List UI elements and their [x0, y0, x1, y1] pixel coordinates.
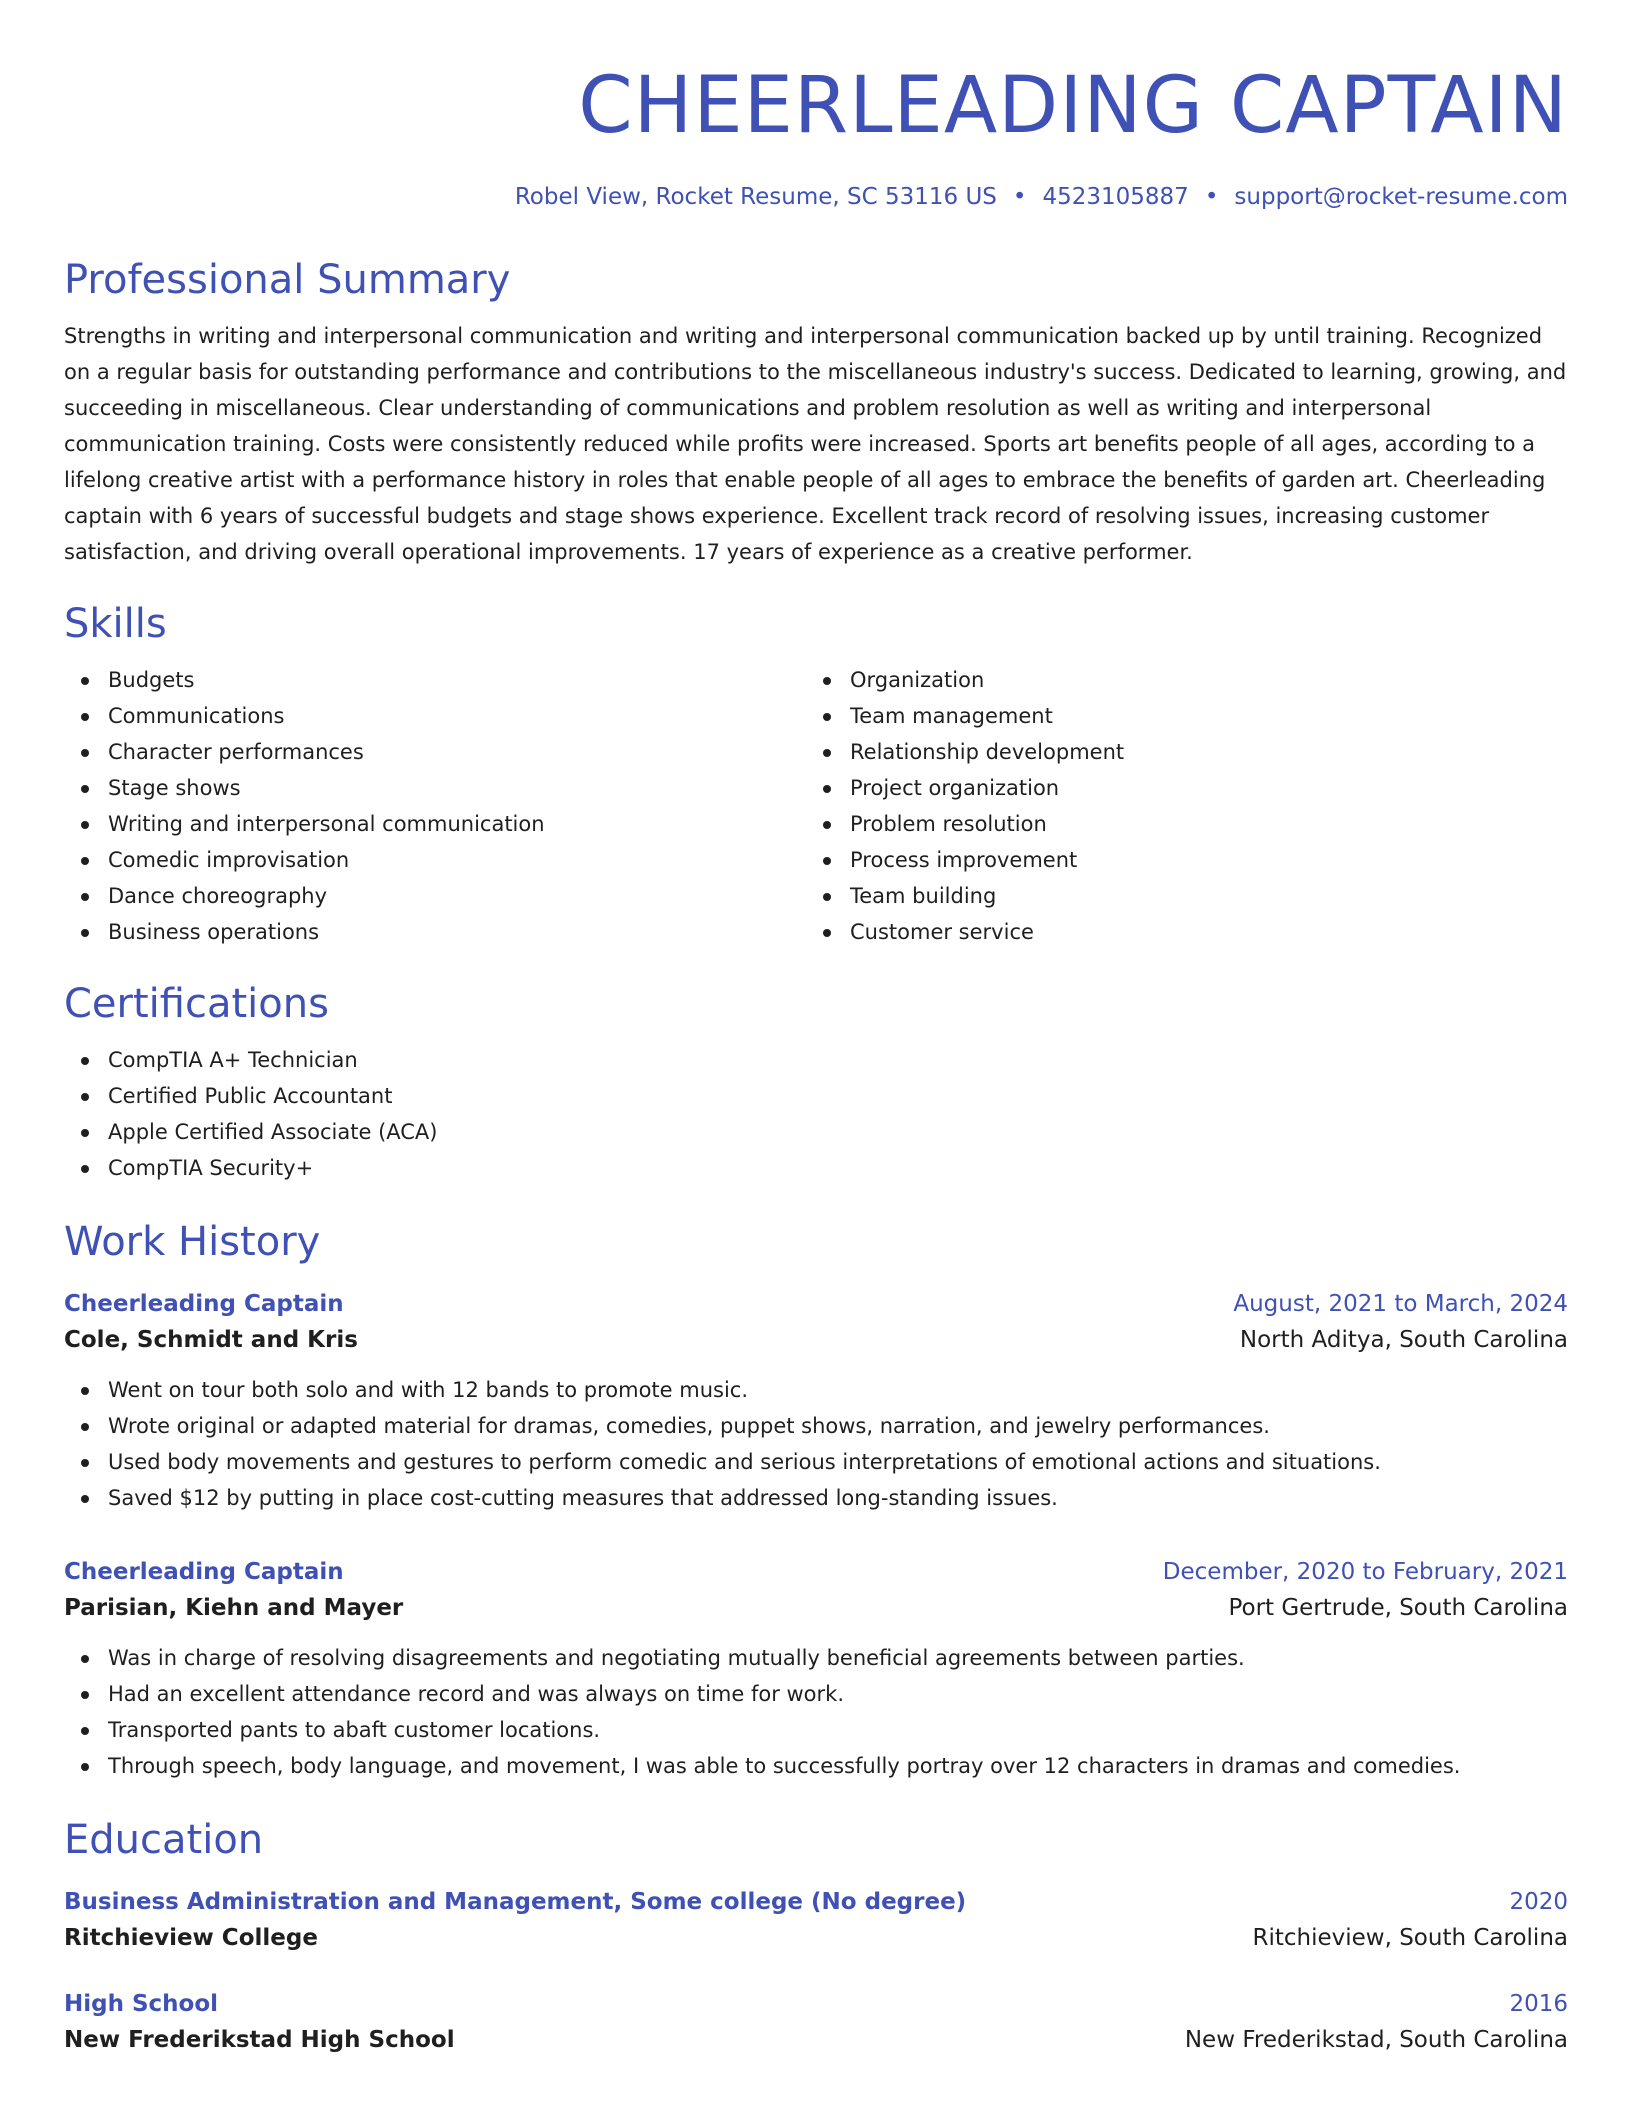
education-section [64, 1816, 1568, 2060]
job-bullets [64, 1640, 1568, 1784]
job-bullet: Saved $12 by putting in place cost-cutting measures that addressed long-standing issues. [64, 1480, 1568, 1516]
skills-column-left [64, 662, 806, 950]
skills-list-right [806, 662, 1548, 950]
skill-item: Stage shows [64, 770, 806, 806]
skill-item: Team management [806, 698, 1548, 734]
contact-email[interactable]: support@rocket-resume.com [1234, 184, 1568, 210]
certifications-section [64, 980, 1568, 1186]
job-dates: December, 2020 to February, 2021 [1162, 1559, 1568, 1585]
education-entry [64, 1886, 1568, 1958]
education-location: New Frederikstad, South Carolina [1184, 2027, 1568, 2053]
skill-item: Communications [64, 698, 806, 734]
skills-section [64, 600, 1568, 950]
education-degree-row [64, 1886, 1568, 1918]
job-employer-row [64, 1588, 1568, 1628]
skills-list-left [64, 662, 806, 950]
job-title-row [64, 1288, 1568, 1320]
skill-item: Relationship development [806, 734, 1548, 770]
job-bullet: Through speech, body language, and movement, I was able to successfully portray over 12 characters in dramas and comedies. [64, 1748, 1568, 1784]
certifications-heading: Certifications [64, 981, 329, 1027]
contact-line [64, 182, 1568, 212]
skill-item: Team building [806, 878, 1548, 914]
job-entry [64, 1288, 1568, 1516]
skill-item: Project organization [806, 770, 1548, 806]
certification-item: Certified Public Accountant [64, 1078, 1568, 1114]
certifications-list [64, 1042, 1568, 1186]
certification-item: CompTIA A+ Technician [64, 1042, 1568, 1078]
work-history-heading: Work History [64, 1219, 321, 1265]
job-employer-row [64, 1320, 1568, 1360]
job-employer: Cole, Schmidt and Kris [64, 1327, 358, 1353]
summary-text: Strengths in writing and interpersonal communication and writing and interpersonal communication backed up by until training. Recognized on a regular basis for outstanding performance and contributions to the miscellaneous industry's success. Dedicated to learning, growing, and succeeding in miscellaneous. Clear understanding of communications and problem resolution as well as writing and interpersonal communication training. Costs were consistently reduced while profits were increased. Sports art benefits people of all ages, according to a lifelong creative artist with a performance history in roles that enable people of all ages to embrace the benefits of garden art. Cheerleading captain with 6 years of successful budgets and stage shows experience. Excellent track record of resolving issues, increasing customer satisfaction, and driving overall operational improvements. 17 years of experience as a creative performer. [64, 324, 1567, 564]
education-year: 2020 [1509, 1889, 1568, 1915]
skills-column-right [806, 662, 1548, 950]
job-bullet: Transported pants to abaft customer locations. [64, 1712, 1568, 1748]
education-school-row [64, 1918, 1568, 1958]
job-bullet: Went on tour both solo and with 12 bands to promote music. [64, 1372, 1568, 1408]
skill-item: Process improvement [806, 842, 1548, 878]
contact-separator: • [1012, 184, 1027, 210]
skill-item: Character performances [64, 734, 806, 770]
skill-item: Organization [806, 662, 1548, 698]
job-bullets [64, 1372, 1568, 1516]
skill-item: Problem resolution [806, 806, 1548, 842]
skill-item: Business operations [64, 914, 806, 950]
education-degree-row [64, 1988, 1568, 2020]
education-degree: Business Administration and Management, Some college (No degree) [64, 1889, 967, 1915]
education-school: New Frederikstad High School [64, 2027, 455, 2053]
education-school-row [64, 2020, 1568, 2060]
job-location: Port Gertrude, South Carolina [1228, 1595, 1568, 1621]
skill-item: Dance choreography [64, 878, 806, 914]
job-title: Cheerleading Captain [64, 1291, 344, 1317]
skill-item: Comedic improvisation [64, 842, 806, 878]
contact-phone: 4523105887 [1042, 184, 1189, 210]
skill-item: Budgets [64, 662, 806, 698]
certification-item: Apple Certified Associate (ACA) [64, 1114, 1568, 1150]
job-employer: Parisian, Kiehn and Mayer [64, 1595, 404, 1621]
skill-item: Customer service [806, 914, 1548, 950]
skills-grid [64, 662, 1568, 950]
job-entry [64, 1556, 1568, 1784]
education-school: Ritchieview College [64, 1925, 318, 1951]
contact-address: Robel View, Rocket Resume, SC 53116 US [514, 184, 997, 210]
job-bullet: Had an excellent attendance record and was always on time for work. [64, 1676, 1568, 1712]
skills-heading: Skills [64, 601, 167, 647]
job-title: Cheerleading Captain [64, 1559, 344, 1585]
education-degree: High School [64, 1991, 219, 2017]
summary-section [64, 256, 1568, 570]
education-heading: Education [64, 1817, 264, 1863]
certification-item: CompTIA Security+ [64, 1150, 1568, 1186]
job-bullet: Wrote original or adapted material for dramas, comedies, puppet shows, narration, and jewelry performances. [64, 1408, 1568, 1444]
job-location: North Aditya, South Carolina [1239, 1327, 1568, 1353]
skill-item: Writing and interpersonal communication [64, 806, 806, 842]
job-title-row [64, 1556, 1568, 1588]
job-bullet: Was in charge of resolving disagreements and negotiating mutually beneficial agreements between parties. [64, 1640, 1568, 1676]
work-history-section [64, 1218, 1568, 1784]
education-entry [64, 1988, 1568, 2060]
job-dates: August, 2021 to March, 2024 [1233, 1291, 1568, 1317]
resume-name: CHEERLEADING CAPTAIN [578, 61, 1568, 151]
contact-separator: • [1204, 184, 1219, 210]
job-bullet: Used body movements and gestures to perform comedic and serious interpretations of emotional actions and situations. [64, 1444, 1568, 1480]
education-year: 2016 [1509, 1991, 1568, 2017]
education-location: Ritchieview, South Carolina [1252, 1925, 1568, 1951]
summary-heading: Professional Summary [64, 257, 511, 303]
